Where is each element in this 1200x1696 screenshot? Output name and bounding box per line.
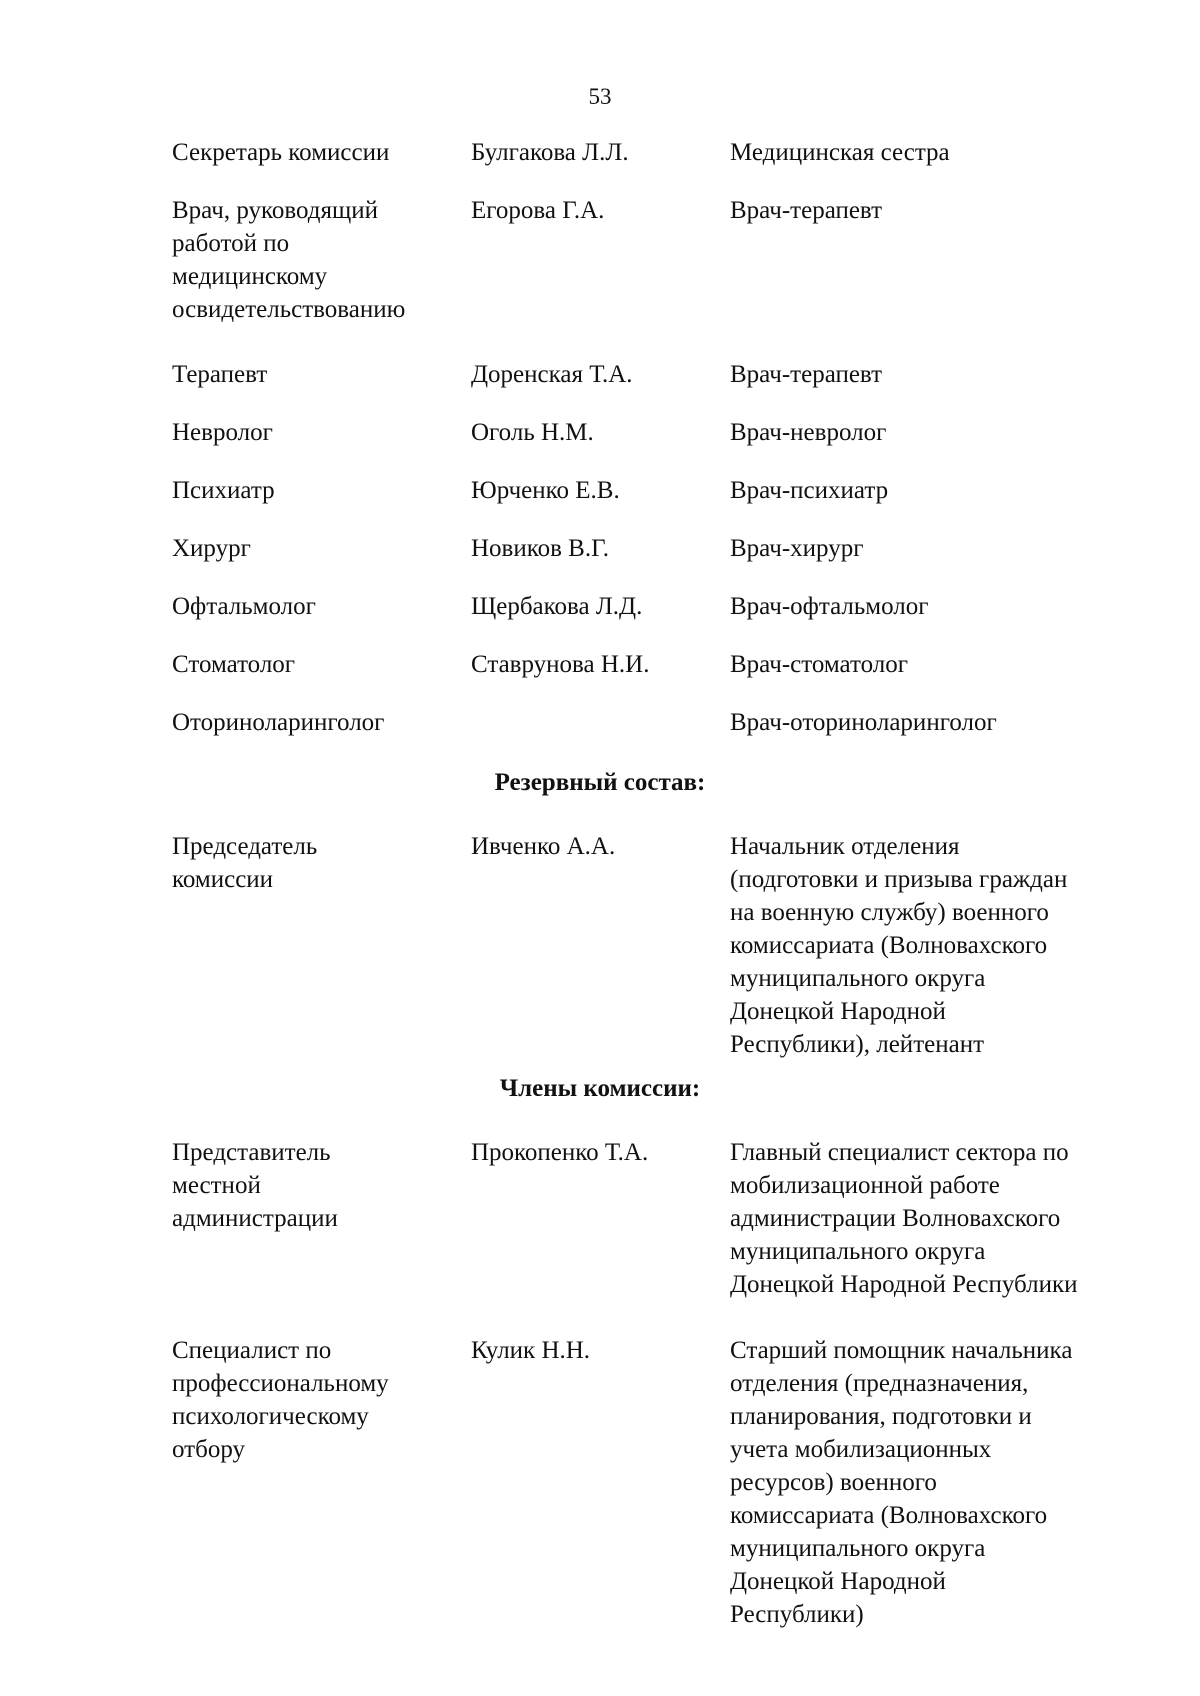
position-cell: Врач-терапевт: [730, 197, 883, 224]
name-cell: Прокопенко Т.А.: [471, 1139, 649, 1166]
position-cell: Медицинская сестра: [730, 139, 950, 166]
role-cell: Хирург: [172, 535, 251, 562]
name-cell: Булгакова Л.Л.: [471, 139, 629, 166]
role-cell: Невролог: [172, 419, 273, 446]
name-cell: Новиков В.Г.: [471, 535, 609, 562]
position-cell: Врач-офтальмолог: [730, 593, 929, 620]
name-cell: Щербакова Л.Д.: [471, 593, 643, 620]
position-cell: Врач-оториноларинголог: [730, 709, 997, 736]
name-cell: Кулик Н.Н.: [471, 1337, 591, 1364]
role-cell: Психиатр: [172, 477, 275, 504]
position-cell: Главный специалист сектора по мобилизационной работе администрации Волновахского муниципального округа Донецкой Народной Республики: [730, 1139, 1078, 1298]
name-cell: Юрченко Е.В.: [471, 477, 620, 504]
role-cell: Стоматолог: [172, 651, 296, 678]
role-cell: Секретарь комиссии: [172, 139, 390, 166]
position-cell: Врач-хирург: [730, 535, 864, 562]
name-cell: Ставрунова Н.И.: [471, 651, 650, 678]
role-cell: Специалист по профессиональному психологическому отбору: [172, 1337, 389, 1463]
role-cell: Представитель местной администрации: [172, 1139, 338, 1232]
role-cell: Врач, руководящий работой по медицинскому освидетельствованию: [172, 197, 406, 323]
position-cell: Врач-психиатр: [730, 477, 889, 504]
name-cell: Оголь Н.М.: [471, 419, 594, 446]
position-cell: Врач-терапевт: [730, 361, 883, 388]
reserve-heading: Резервный состав:: [494, 769, 706, 796]
position-cell: Начальник отделения (подготовки и призыва граждан на военную службу) военного комиссариата (Волновахского муниципального округа Донецкой Народной Республики), лейтенант: [730, 833, 1068, 1058]
name-cell: Егорова Г.А.: [471, 197, 605, 224]
role-cell: Оториноларинголог: [172, 709, 385, 736]
position-cell: Врач-невролог: [730, 419, 887, 446]
position-cell: Старший помощник начальника отделения (предназначения, планирования, подготовки и учета мобилизационных ресурсов) военного комиссариата (Волновахского муниципального округа Донецкой Народной Республики): [730, 1337, 1073, 1628]
role-cell: Офтальмолог: [172, 593, 316, 620]
position-cell: Врач-стоматолог: [730, 651, 908, 678]
name-cell: Доренская Т.А.: [471, 361, 633, 388]
role-cell: Терапевт: [172, 361, 268, 388]
members-heading: Члены комиссии:: [499, 1075, 701, 1102]
role-cell: Председатель комиссии: [172, 833, 318, 893]
name-cell: Ивченко А.А.: [471, 833, 616, 860]
page-number: 53: [588, 84, 612, 109]
